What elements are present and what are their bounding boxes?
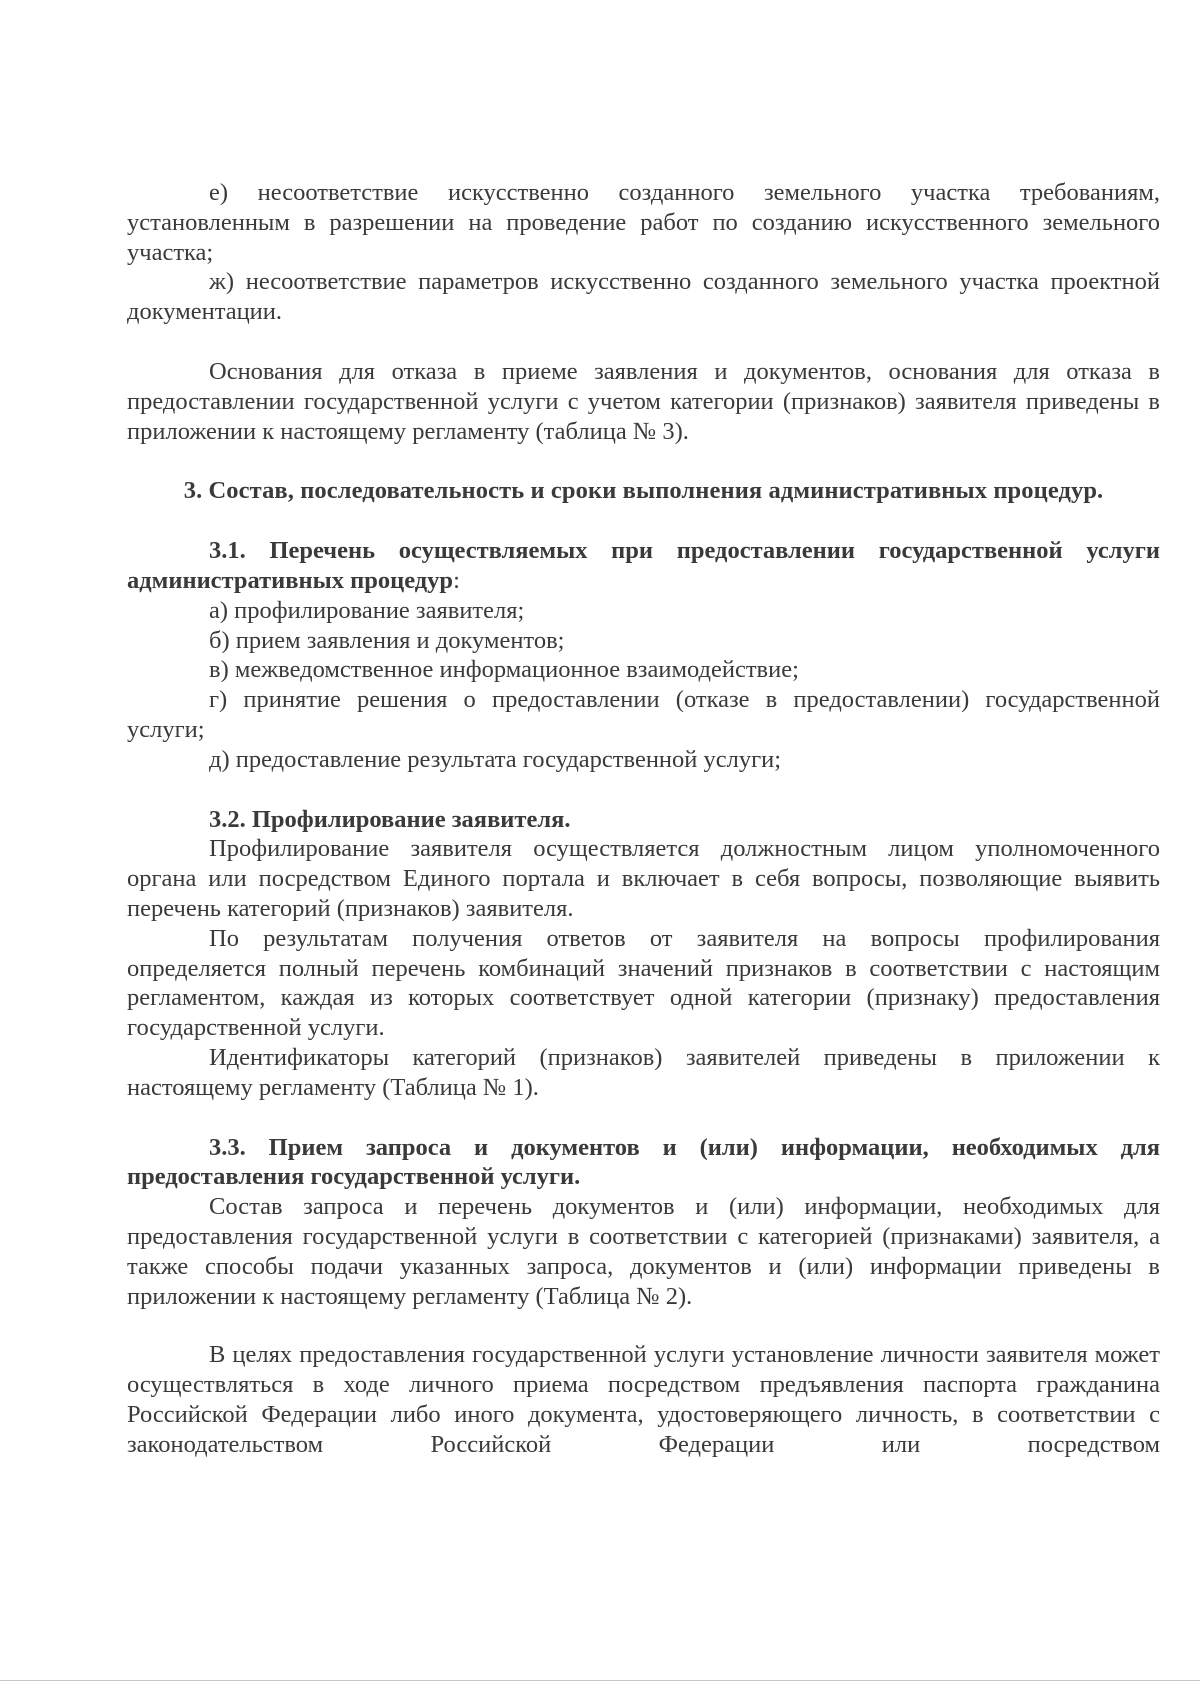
refusal-grounds-paragraph: Основания для отказа в приеме заявления и документов, основания для отказа в предоставлении государственной услуги с учетом категории (признаков) заявителя приведены в приложении к настоящему регламенту (таблица № 3). [127, 357, 1160, 445]
spacer [127, 446, 1160, 476]
item-zh: ж) несоответствие параметров искусственно созданного земельного участка проектной документации. [127, 268, 1160, 326]
spacer [127, 506, 1160, 536]
section-3-1-colon: : [453, 566, 460, 594]
section-3-3-paragraph-2: В целях предоставления государственной услуги установление личности заявителя может осуществляться в ходе личного приема посредством предъявления паспорта гражданина Российской Федерации либо иного документа, удостоверяющего личность, в соответствии с законодательством Российской Федерации или посредством [127, 1341, 1160, 1458]
spacer [127, 327, 1160, 357]
document-body [127, 178, 1160, 1459]
section-3-2-title: 3.2. Профилирование заявителя. [209, 805, 571, 833]
section-3-2-paragraph-2: По результатам получения ответов от заявителя на вопросы профилирования определяется полный перечень комбинаций значений признаков в соответствии с настоящим регламентом, каждая из которых соответствует одной категории (признаку) предоставления государственной услуги. [127, 924, 1160, 1042]
section-3-3-title: 3.3. Прием запроса и документов и (или) информации, необходимых для предоставления государственной услуги. [127, 1133, 1160, 1191]
section-3-1-heading [127, 536, 1160, 596]
spacer [127, 1103, 1160, 1133]
section-3-1-title: 3.1. Перечень осуществляемых при предоставлении государственной услуги административных процедур [127, 537, 1160, 594]
section-3-2-paragraph-1: Профилирование заявителя осуществляется должностным лицом уполномоченного органа или посредством Единого портала и включает в себя вопросы, позволяющие выявить перечень категорий (признаков) заявителя. [127, 835, 1160, 922]
section-3-2-paragraph-3: Идентификаторы категорий (признаков) заявителей приведены в приложении к настоящему регламенту (Таблица № 1). [127, 1043, 1160, 1101]
scan-edge-line [0, 1680, 1200, 1681]
section-3-3-paragraph-1: Состав запроса и перечень документов и (или) информации, необходимых для предоставления государственной услуги в соответствии с категорией (признаками) заявителя, а также способы подачи указанных запроса, документов и (или) информации приведены в приложении к настоящему регламенту (Таблица № 2). [127, 1193, 1160, 1310]
list-item-b: б) прием заявления и документов; [209, 626, 565, 654]
section-3-title: 3. Состав, последовательность и сроки выполнения административных процедур. [183, 477, 1104, 505]
list-item-v: в) межведомственное информационное взаимодействие; [209, 656, 799, 684]
list-item-g: г) принятие решения о предоставлении (отказе в предоставлении) государственной услуги; [127, 686, 1160, 743]
item-e: е) несоответствие искусственно созданного земельного участка требованиям, установленным в разрешении на проведение работ по созданию искусственного земельного участка; [127, 179, 1160, 266]
list-item-d: д) предоставление результата государственной услуги; [209, 745, 782, 773]
spacer [127, 775, 1160, 805]
spacer [127, 1311, 1160, 1340]
list-item-a: а) профилирование заявителя; [209, 596, 525, 624]
